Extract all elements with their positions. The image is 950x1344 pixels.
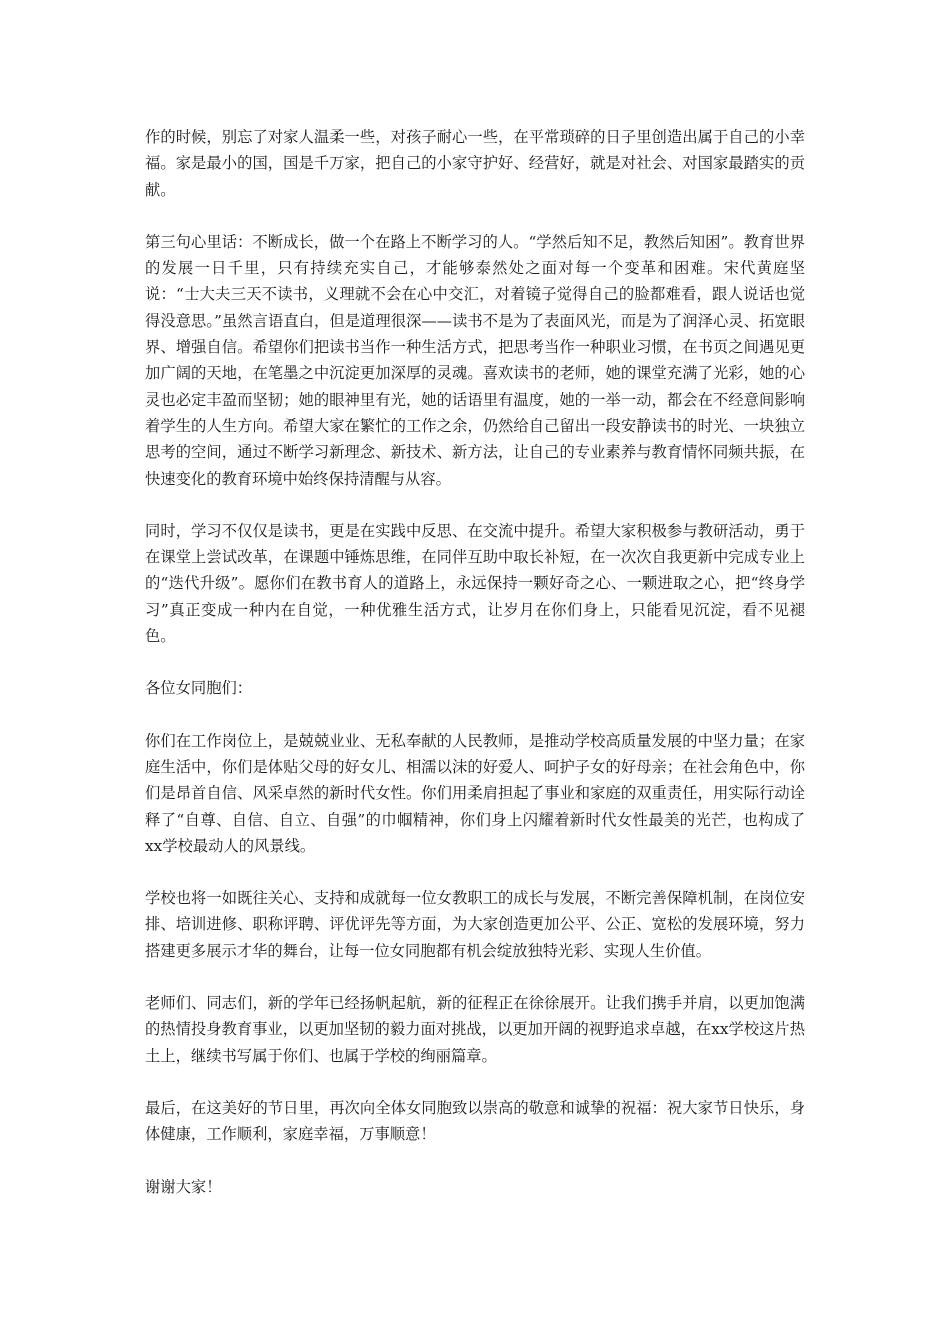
paragraph-praise-women-teachers: 你们在工作岗位上，是兢兢业业、无私奉献的人民教师，是推动学校高质量发展的中坚力量；在家庭生活中，你们是体贴父母的好女儿、相濡以沫的好爱人、呵护子女的好母亲；在社会角色中，你们是昂首自信、风采卓然的新时代女性。你们用柔肩担起了事业和家庭的双重责任，用实际行动诠释了“自尊、自信、自立、自强”的巾帼精神，你们身上闪耀着新时代女性最美的光芒，也构成了xx学校最动人的风景线。	[145, 731, 805, 855]
paragraph-school-support: 学校也将一如既往关心、支持和成就每一位女教职工的成长与发展，不断完善保障机制，在岗位安排、培训进修、职称评聘、评优评先等方面，为大家创造更加公平、公正、宽松的发展环境，努力搭建更多展示才华的舞台，让每一位女同胞都有机会绽放独特光彩、实现人生价值。	[145, 889, 805, 960]
paragraph-family-care: 作的时候，别忘了对家人温柔一些，对孩子耐心一些，在平常琐碎的日子里创造出属于自己的小幸福。家是最小的国，国是千万家，把自己的小家守护好、经营好，就是对社会、对国家最踏实的贡献。	[145, 128, 805, 199]
paragraph-closing-thanks: 谢谢大家！	[145, 1177, 222, 1196]
paragraph-salutation: 各位女同胞们：	[145, 679, 253, 698]
paragraph-holiday-wishes: 最后，在这美好的节日里，再次向全体女同胞致以崇高的敬意和诚挚的祝福：祝大家节日快乐，身体健康，工作顺利，家庭幸福，万事顺意！	[145, 1098, 805, 1144]
document-body	[145, 124, 805, 1226]
paragraph-lifelong-learning: 同时，学习不仅仅是读书，更是在实践中反思、在交流中提升。希望大家积极参与教研活动，勇于在课堂上尝试改革，在课题中锤炼思维，在同伴互助中取长补短，在一次次自我更新中完成专业上的“迭代升级”。愿你们在教书育人的道路上，永远保持一颗好奇之心、一颗进取之心，把“终身学习”真正变成一种内在自觉，一种优雅生活方式，让岁月在你们身上，只能看见沉淀，看不见褪色。	[145, 521, 805, 646]
paragraph-new-journey: 老师们、同志们，新的学年已经扬帆起航，新的征程正在徐徐展开。让我们携手并肩，以更加饱满的热情投身教育事业，以更加坚韧的毅力面对挑战，以更加开阔的视野追求卓越，在xx学校这片热土上，继续书写属于你们、也属于学校的绚丽篇章。	[145, 994, 805, 1065]
paragraph-third-message-reading: 第三句心里话：不断成长，做一个在路上不断学习的人。“学然后知不足，教然后知困”。教育世界的发展一日千里，只有持续充实自己，才能够泰然处之面对每一个变革和困难。宋代黄庭坚说：“士大夫三天不读书，义理就不会在心中交汇，对着镜子觉得自己的脸都难看，跟人说话也觉得没意思。”虽然言语直白，但是道理很深——读书不是为了表面风光，而是为了润泽心灵、拓宽眼界、增强自信。希望你们把读书当作一种生活方式，把思考当作一种职业习惯，在书页之间遇见更加广阔的天地，在笔墨之中沉淀更加深厚的灵魂。喜欢读书的老师，她的课堂充满了光彩，她的心灵也必定丰盈而坚韧；她的眼神里有光，她的话语里有温度，她的一举一动，都会在不经意间影响着学生的人生方向。希望大家在繁忙的工作之余，仍然给自己留出一段安静读书的时光、一块独立思考的空间，通过不断学习新理念、新技术、新方法，让自己的专业素养与教育情怀同频共振，在快速变化的教育环境中始终保持清醒与从容。	[145, 232, 805, 488]
